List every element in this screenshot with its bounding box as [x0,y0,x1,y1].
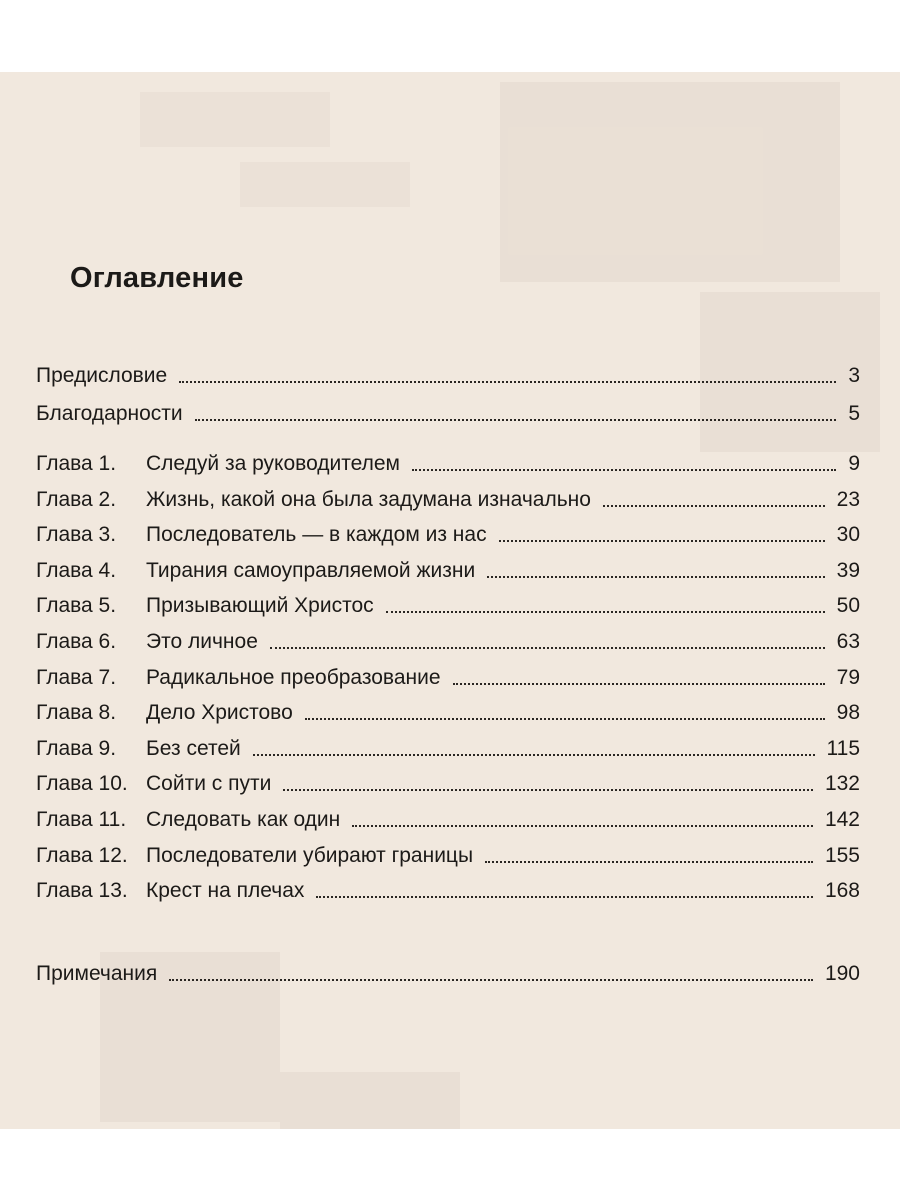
toc-chapter-row[interactable] [0,808,900,842]
toc-chapter-row[interactable] [0,844,900,878]
toc-chapter-number: Глава 9. [36,736,117,760]
toc-chapter-title: Без сетей [146,736,241,760]
toc-page-number: 98 [836,701,860,725]
toc-entry-row[interactable] [0,962,900,996]
toc-chapter-number: Глава 4. [36,558,117,582]
toc-entry-label: Примечания [36,962,158,985]
toc-chapter-row[interactable] [0,559,900,593]
toc-page-number: 39 [836,558,860,582]
toc-page-number: 168 [824,879,860,903]
bleed-through-shade [280,1072,460,1129]
toc-chapter-row[interactable] [0,772,900,806]
toc-page-number: 3 [848,364,860,387]
bleed-through-shade [240,162,410,207]
book-page [0,72,900,1129]
toc-entry-row[interactable] [0,364,900,398]
toc-chapter-number: Глава 2. [36,487,117,511]
toc-dot-leader [283,789,813,791]
toc-dot-leader [179,381,836,383]
toc-chapter-row[interactable] [0,630,900,664]
toc-chapter-title: Призывающий Христос [146,594,374,618]
toc-page-number: 155 [824,843,860,867]
toc-dot-leader [305,718,825,720]
toc-heading: Оглавление [70,262,244,294]
toc-page-number: 5 [848,402,860,425]
bleed-through-shade [500,82,840,282]
toc-page-number: 23 [836,487,860,511]
toc-chapter-row[interactable] [0,452,900,486]
toc-chapter-title: Дело Христово [146,701,293,725]
toc-dot-leader [316,896,813,898]
toc-entry-row[interactable] [0,402,900,436]
toc-chapter-row[interactable] [0,737,900,771]
toc-chapter-title: Последователь — в каждом из нас [146,523,487,547]
toc-entry-label: Благодарности [36,402,183,425]
toc-dot-leader [485,861,813,863]
toc-page-number: 50 [836,594,860,618]
bleed-through-shade [140,92,330,147]
toc-chapter-number: Глава 6. [36,630,117,653]
toc-page-number: 142 [824,808,860,831]
toc-chapter-row[interactable] [0,879,900,913]
toc-chapter-number: Глава 10. [36,772,128,796]
toc-dot-leader [453,683,825,685]
toc-page-number: 115 [826,736,860,760]
toc-chapter-title: Радикальное преобразование [146,665,441,689]
toc-entry-label: Предисловие [36,364,168,387]
toc-page-number: 63 [836,630,860,653]
toc-chapter-title: Последователи убирают границы [146,843,474,867]
toc-chapter-title: Сойти с пути [146,772,272,796]
toc-page-number: 9 [848,452,860,475]
toc-chapter-row[interactable] [0,594,900,628]
toc-chapter-row[interactable] [0,666,900,700]
toc-chapter-row[interactable] [0,701,900,735]
toc-chapter-row[interactable] [0,488,900,522]
toc-chapter-number: Глава 1. [36,452,117,475]
toc-dot-leader [169,979,813,981]
toc-chapter-number: Глава 11. [36,808,127,831]
toc-dot-leader [253,754,815,756]
toc-chapter-number: Глава 8. [36,701,117,725]
toc-page-number: 132 [824,772,860,796]
toc-dot-leader [270,647,825,649]
toc-dot-leader [499,540,825,542]
toc-chapter-number: Глава 7. [36,665,117,689]
toc-chapter-title: Крест на плечах [146,879,305,903]
toc-chapter-number: Глава 5. [36,594,117,618]
toc-chapter-number: Глава 13. [36,879,128,903]
toc-dot-leader [487,576,825,578]
toc-page-number: 30 [836,523,860,547]
toc-dot-leader [603,505,825,507]
toc-chapter-title: Следовать как один [146,808,341,831]
toc-chapter-title: Это личное [146,630,258,653]
toc-dot-leader [386,611,825,613]
toc-dot-leader [195,419,836,421]
toc-chapter-row[interactable] [0,523,900,557]
toc-chapter-title: Следуй за руководителем [146,452,400,475]
toc-chapter-title: Тирания самоуправляемой жизни [146,558,476,582]
toc-page-number: 190 [824,962,860,985]
toc-page-number: 79 [836,665,860,689]
toc-chapter-number: Глава 3. [36,523,117,547]
toc-dot-leader [412,469,836,471]
toc-chapter-number: Глава 12. [36,843,128,867]
toc-dot-leader [352,825,813,827]
toc-chapter-title: Жизнь, какой она была задумана изначально [146,487,591,511]
